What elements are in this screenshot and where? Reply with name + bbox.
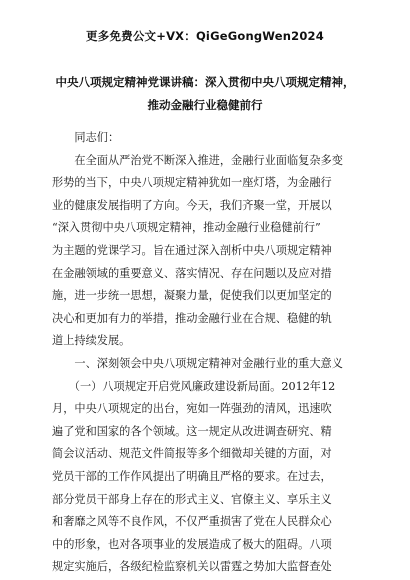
section-heading-1: 一、深刻领会中央八项规定精神对金融行业的重大意义 [74,356,343,370]
paragraph-section-1 [52,376,358,579]
paragraph-line: 道上持续发展。 [52,334,131,348]
document-title [52,71,358,117]
paragraph-line: 简会议活动、规范文件简报等多个细微却关键的方面，对 [52,447,332,461]
document-title-line-2: 推动金融行业稳健前行 [147,98,263,112]
paragraph-line: 在全面从严治党不断深入推进，金融行业面临复杂多变 [52,153,343,167]
salutation: 同志们： [74,131,120,144]
paragraph-line: 和奢靡之风等不良作风，不仅严重损害了党在人民群众心 [52,515,332,529]
paragraph-line: 业的健康发展指明了方向。今天，我们齐聚一堂，开展以 [52,198,332,212]
paragraph-line: 为主题的党课学习。旨在通过深入剖析中央八项规定精神 [52,243,332,257]
paragraph-line: 形势的当下，中央八项规定精神犹如一座灯塔，为金融行 [52,176,332,190]
document-title-line-1: 中央八项规定精神党课讲稿：深入贯彻中央八项规定精神， [55,75,355,89]
paragraph-line: 部分党员干部身上存在的形式主义、官僚主义、享乐主义 [52,492,332,506]
paragraph-line: 规定实施后，各级纪检监察机关以雷霆之势加大监督查处 [52,560,332,574]
paragraph-line: 决心和更加有力的举措，推动金融行业在合规、稳健的轨 [52,311,332,325]
paragraph-line: “深入贯彻中央八项规定精神，推动金融行业稳健前行” [52,221,321,235]
paragraph-line: 中的形象，也对各项事业的发展造成了极大的阻碍。八项 [52,537,332,551]
paragraph-line: 施，进一步统一思想，凝聚力量，促使我们以更加坚定的 [52,289,332,303]
paragraph-intro [52,150,358,353]
promo-banner: 更多免费公文+VX：QiGeGongWen2024 [86,29,324,43]
paragraph-line: （一）八项规定开启党风廉政建设新局面。2012年12 [52,379,336,393]
paragraph-line: 遍了党和国家的各个领域。这一规定从改进调查研究、精 [52,424,332,438]
paragraph-line: 月，中央八项规定的出台，宛如一阵强劲的清风，迅速吹 [52,402,332,416]
paragraph-line: 党员干部的工作作风提出了明确且严格的要求。在过去， [52,469,332,483]
paragraph-line: 在金融领域的重要意义、落实情况、存在问题以及应对措 [52,266,332,280]
